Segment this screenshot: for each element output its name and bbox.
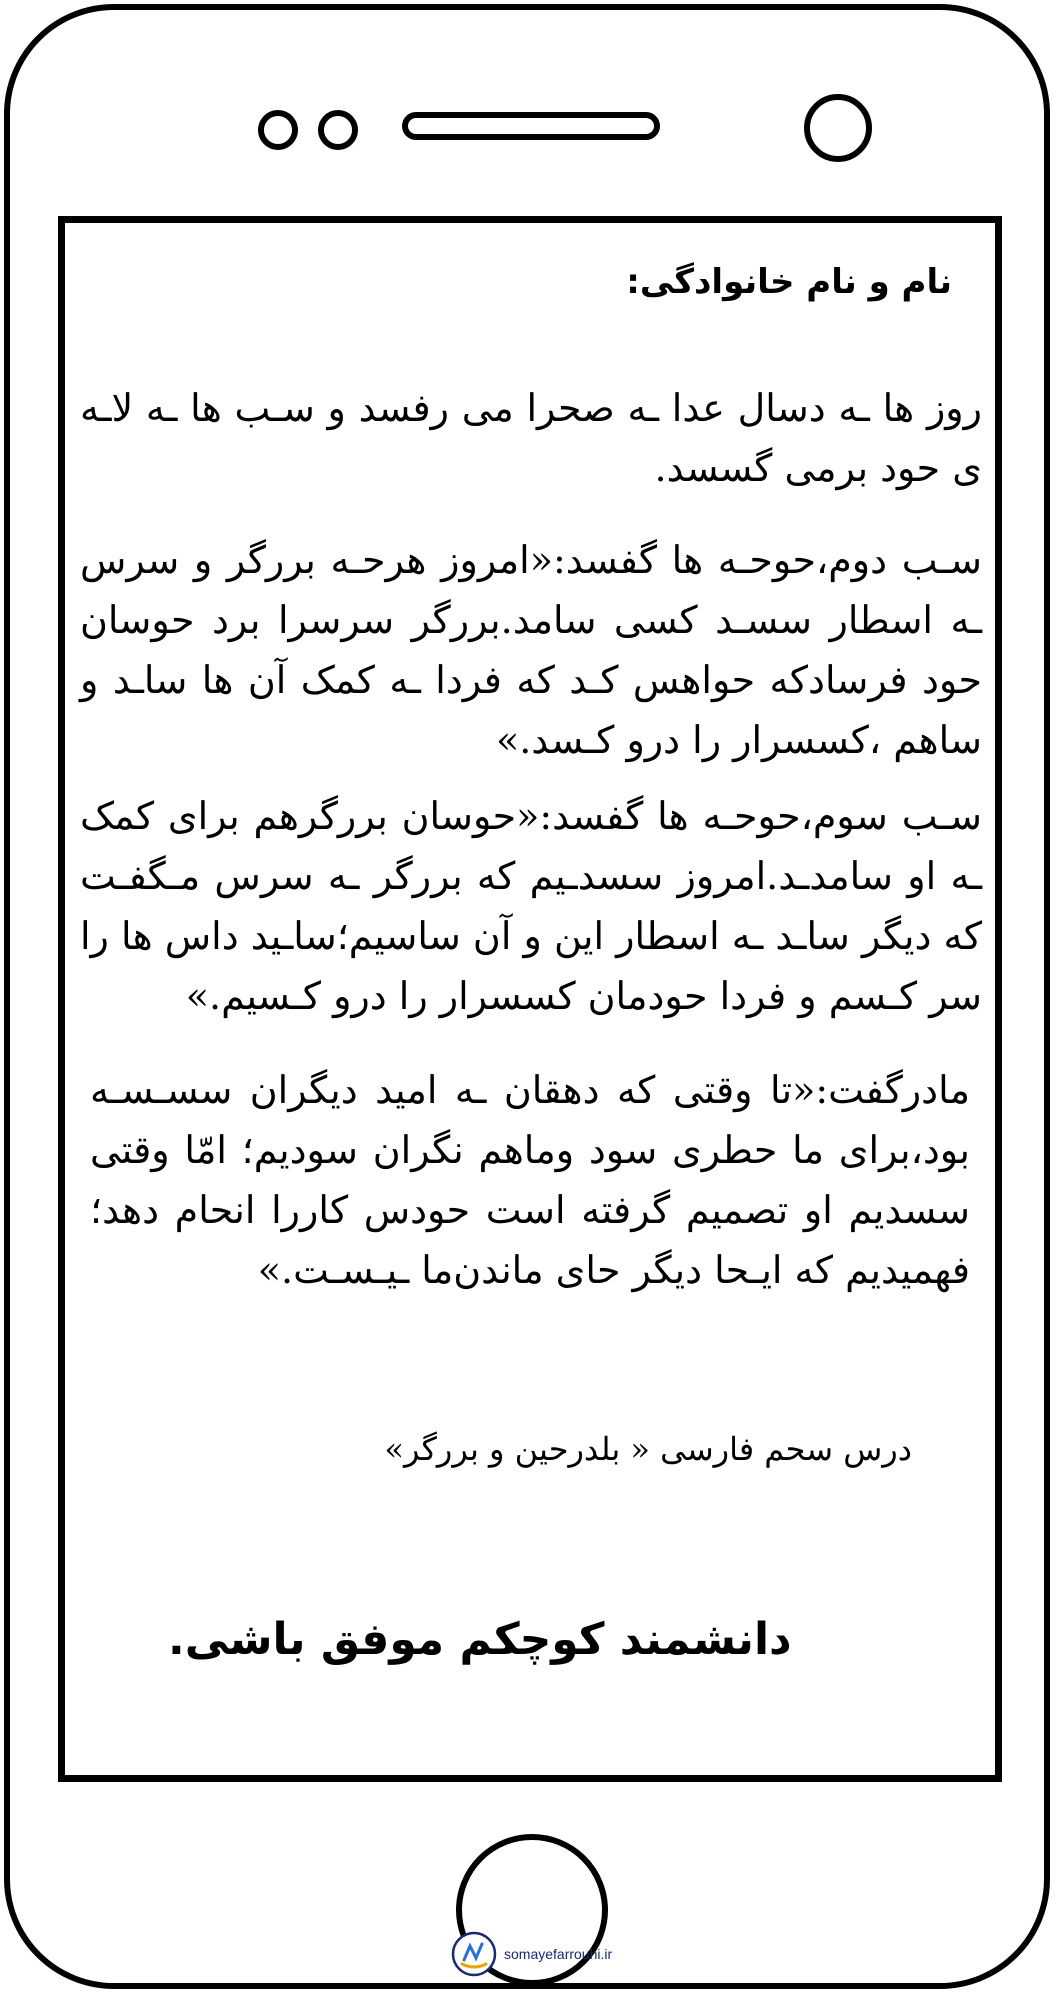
- sensor-dot-right: [318, 110, 358, 150]
- watermark-url: somayefarrouhi.ir: [504, 1946, 613, 1962]
- story-paragraph-4: مادرگفت:«تا وقتی که دهقان ـه امید دیگران سسـسـه بود،برای ما حطری سود وماهم نگران سودیم؛ امّا وقتی سسدیم او تصمیم گرفته است حودس کاررا انحام دهد؛فهمیدیم که ایـحا دیگر حای ماندن‌ما ـیـسـت.»: [90, 1068, 970, 1292]
- story-paragraph-3: سـب سوم،حوحـه ها گفسد:«حوسان بررگرهم برای کمک ـه او سامدـد.امروز سسدـیم که بررگر ـه سرس مـگفـت که دیگر ساـد ـه اسطار این و آن ساسیم؛ساـید داس ها را سر کـسم و فردا حودمان کسسرار را درو کـسیم.»: [80, 794, 983, 1018]
- front-camera-icon: [804, 94, 872, 162]
- speaker-grille: [402, 112, 660, 140]
- lesson-source: درس سحم فارسی « بلدرحین و بررگر»: [384, 1430, 912, 1468]
- story-paragraph-2: سـب دوم،حوحـه ها گفسد:«امروز هرحـه بررگر و سرس ـه اسطار سسـد کسی سامد.بررگر سرسرا برد حوسان حود فرسادکه حواهس کـد که فردا ـه کمک آن ها ساـد و ساهم ،کسسرار را درو کـسد.»: [80, 538, 982, 762]
- watermark: [450, 1930, 612, 1978]
- closing-message: دانشمند کوچکم موفق باشی.: [168, 1614, 792, 1665]
- sensor-dot-left: [258, 110, 298, 150]
- story-paragraph-1: روز ها ـه دسال عدا ـه صحرا می رفسد و سـب ها ـه لاـه ی حود برمی گسسد.: [80, 386, 982, 490]
- name-field-label: نام و نام خانوادگی:: [626, 262, 952, 302]
- logo-icon: [450, 1930, 498, 1978]
